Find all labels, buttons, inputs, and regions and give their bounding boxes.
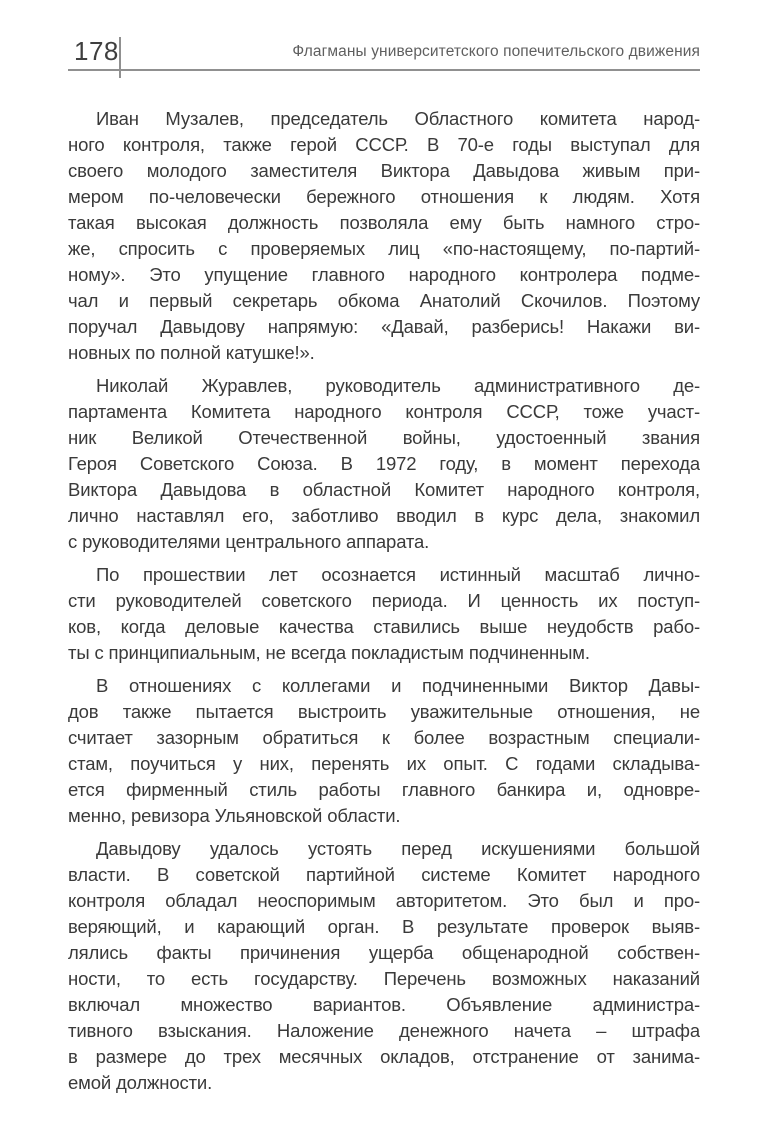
text-line: дов также пытается выстроить уважительные отношения, не	[68, 701, 700, 722]
text-line: тивного взыскания. Наложение денежного начета – штрафа	[68, 1020, 700, 1041]
text-line: емой должности.	[68, 1072, 213, 1093]
text-line: ты с принципиальным, не всегда покладистым подчиненным.	[68, 642, 590, 663]
text-line: включал множество вариантов. Объявление администра-	[68, 994, 700, 1015]
page-number: 178	[74, 36, 119, 66]
text-line: чал и первый секретарь обкома Анатолий Скочилов. Поэтому	[68, 290, 700, 311]
text-line: Виктора Давыдова в областной Комитет народного контроля,	[68, 479, 700, 500]
paragraph	[68, 562, 700, 666]
text-line: лялись факты причинения ущерба общенародной собствен-	[68, 942, 700, 963]
text-line: Героя Советского Союза. В 1972 году, в момент перехода	[68, 453, 700, 474]
text-line: с руководителями центрального аппарата.	[68, 531, 430, 552]
header-rule	[68, 69, 700, 71]
paragraph	[68, 106, 700, 366]
paragraph	[68, 673, 700, 829]
text-line: ется фирменный стиль работы главного банкира и, одновре-	[68, 779, 700, 800]
text-line: считает зазорным обратиться к более возрастным специали-	[68, 727, 700, 748]
text-line: ности, то есть государству. Перечень возможных наказаний	[68, 968, 700, 989]
text-line: лично наставлял его, заботливо вводил в курс дела, знакомил	[68, 505, 700, 526]
text-line: сти руководителей советского периода. И ценность их поступ-	[68, 590, 700, 611]
text-line: По прошествии лет осознается истинный масштаб лично-	[96, 564, 700, 585]
page-body-text	[68, 106, 700, 1096]
text-line: партамента Комитета народного контроля СССР, тоже участ-	[68, 401, 700, 422]
header-separator-bar	[119, 37, 121, 78]
text-line: своего молодого заместителя Виктора Давыдова живым при-	[68, 160, 700, 181]
text-line: в размере до трех месячных окладов, отстранение от занима-	[68, 1046, 700, 1067]
text-line: менно, ревизора Ульяновской области.	[68, 805, 401, 826]
text-line: ному». Это упущение главного народного контролера подме-	[68, 264, 700, 285]
text-line: власти. В советской партийной системе Комитет народного	[68, 864, 700, 885]
running-header-title: Флагманы университетского попечительского движения	[292, 43, 700, 60]
text-line: мером по-человечески бережного отношения к людям. Хотя	[68, 186, 700, 207]
text-line: Николай Журавлев, руководитель административного де-	[96, 375, 700, 396]
text-line: ник Великой Отечественной войны, удостоенный звания	[68, 427, 700, 448]
text-line: новных по полной катушке!».	[68, 342, 315, 363]
text-line: поручал Давыдову напрямую: «Давай, разберись! Накажи ви-	[68, 316, 700, 337]
text-line: веряющий, и карающий орган. В результате проверок выяв-	[68, 916, 700, 937]
text-line: В отношениях с коллегами и подчиненными Виктор Давы-	[96, 675, 700, 696]
text-line: такая высокая должность позволяла ему быть намного стро-	[68, 212, 700, 233]
text-line: Давыдову удалось устоять перед искушениями большой	[96, 838, 700, 859]
text-line: же, спросить с проверяемых лиц «по-настоящему, по-партий-	[68, 238, 700, 259]
text-line: Иван Музалев, председатель Областного комитета народ-	[96, 108, 700, 129]
text-line: контроля обладал неоспоримым авторитетом. Это был и про-	[68, 890, 700, 911]
text-line: ного контроля, также герой СССР. В 70-е годы выступал для	[68, 134, 700, 155]
text-line: стам, поучиться у них, перенять их опыт. С годами складыва-	[68, 753, 700, 774]
paragraph	[68, 836, 700, 1096]
text-line: ков, когда деловые качества ставились выше неудобств рабо-	[68, 616, 700, 637]
paragraph	[68, 373, 700, 555]
